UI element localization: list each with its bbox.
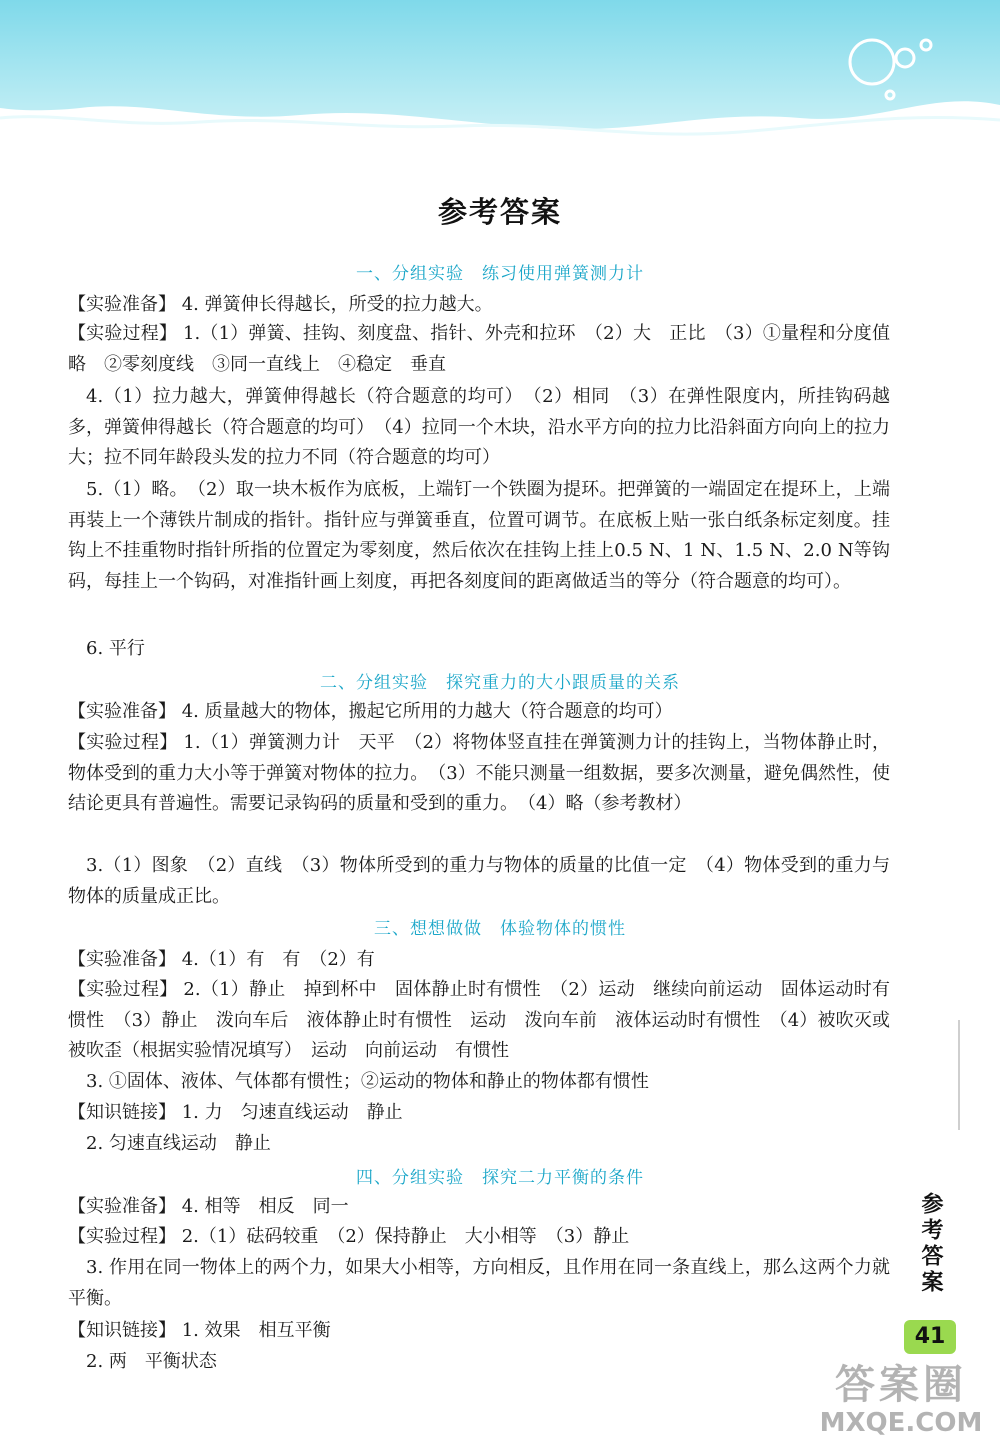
page-title: 参考答案: [437, 195, 562, 229]
paragraph: 3. 作用在同一物体上的两个力，如果大小相等，方向相反，且作用在同一条直线上，那么这两个力就平衡。: [68, 1257, 890, 1309]
paragraph: 【实验过程】 2.（1）静止 掉到杯中 固体静止时有惯性 （2）运动 继续向前运动 固体运动时有惯性 （3）静止 泼向车后 液体静止时有惯性 运动 泼向车前 液体运动时有惯性 （4）被吹灭或被吹歪（根据实验情况填写） 运动 向前运动 有惯性: [68, 979, 890, 1062]
section-heading: 一、分组实验 练习使用弹簧测力计: [356, 264, 644, 284]
paragraph: 【实验准备】 4. 质量越大的物体，搬起它所用的力越大（符合题意的均可）: [68, 701, 673, 722]
paragraph: 【知识链接】 1. 力 匀速直线运动 静止: [68, 1102, 403, 1123]
paragraph: 【实验过程】 1.（1）弹簧、挂钩、刻度盘、指针、外壳和拉环 （2）大 正比 （3）①量程和分度值 略 ②零刻度线 ③同一直线上 ④稳定 垂直: [68, 323, 908, 375]
watermark-url: MXQE.COM: [819, 1408, 983, 1438]
paragraph: 【知识链接】 1. 效果 相互平衡: [68, 1320, 331, 1341]
section-heading: 四、分组实验 探究二力平衡的条件: [356, 1168, 644, 1188]
page-number: 41: [904, 1320, 956, 1354]
paragraph: 【实验准备】 4. 相等 相反 同一: [68, 1196, 349, 1217]
watermark-logo: 答案圈: [835, 1362, 967, 1408]
paragraph: 【实验过程】 1.（1）弹簧测力计 天平 （2）将物体竖直挂在弹簧测力计的挂钩上，当物体静止时，物体受到的重力大小等于弹簧对物体的拉力。 （3）不能只测量一组数据，要多次测量，避免偶然性，使结论更具有普遍性。需要记录钩码的质量和受到的重力。 （4）略（参考教材）: [68, 732, 890, 815]
paragraph: 4.（1）拉力越大，弹簧伸得越长（符合题意的均可） （2）相同 （3）在弹性限度内，所挂钩码越多，弹簧伸得越长（符合题意的均可） （4）拉同一个木块，沿水平方向的拉力比沿斜面方向向上的拉力大；拉不同年龄段头发的拉力不同（符合题意的均可）: [68, 386, 890, 469]
paragraph: 3.（1）图象 （2）直线 （3）物体所受到的重力与物体的质量的比值一定 （4）物体受到的重力与物体的质量成正比。: [68, 855, 890, 907]
header-banner: [0, 0, 1000, 150]
margin-line: [958, 1020, 960, 1130]
paragraph: 2. 两 平衡状态: [86, 1351, 217, 1372]
paragraph: 5.（1）略。 （2）取一块木板作为底板，上端钉一个铁圈为提环。把弹簧的一端固定在提环上，上端再装上一个薄铁片制成的指针。指针应与弹簧垂直，位置可调节。在底板上贴一张白纸条标定刻度。挂钩上不挂重物时指针所指的位置定为零刻度，然后依次在挂钩上挂上0.5 N、1 N、1.5 N、2.0 N等钩码，每挂上一个钩码，对准指针画上刻度，再把各刻度间的距离做适当的等分（符合题意的均可）。: [68, 479, 890, 592]
paragraph: 2. 匀速直线运动 静止: [86, 1133, 271, 1154]
paragraph: 3. ①固体、液体、气体都有惯性；②运动的物体和静止的物体都有惯性: [86, 1071, 649, 1092]
watermark: [816, 1362, 986, 1438]
section-heading: 二、分组实验 探究重力的大小跟质量的关系: [320, 673, 680, 693]
paragraph: 6. 平行: [86, 638, 145, 659]
paragraph: 【实验过程】 2.（1）砝码较重 （2）保持静止 大小相等 （3）静止: [68, 1226, 630, 1247]
side-tab-label: 参考答案: [918, 1192, 943, 1296]
section-heading: 三、想想做做 体验物体的惯性: [374, 919, 626, 939]
paragraph: 【实验准备】 4.（1）有 有 （2）有: [68, 949, 375, 970]
paragraph: 【实验准备】 4. 弹簧伸长得越长，所受的拉力越大。: [68, 294, 493, 315]
